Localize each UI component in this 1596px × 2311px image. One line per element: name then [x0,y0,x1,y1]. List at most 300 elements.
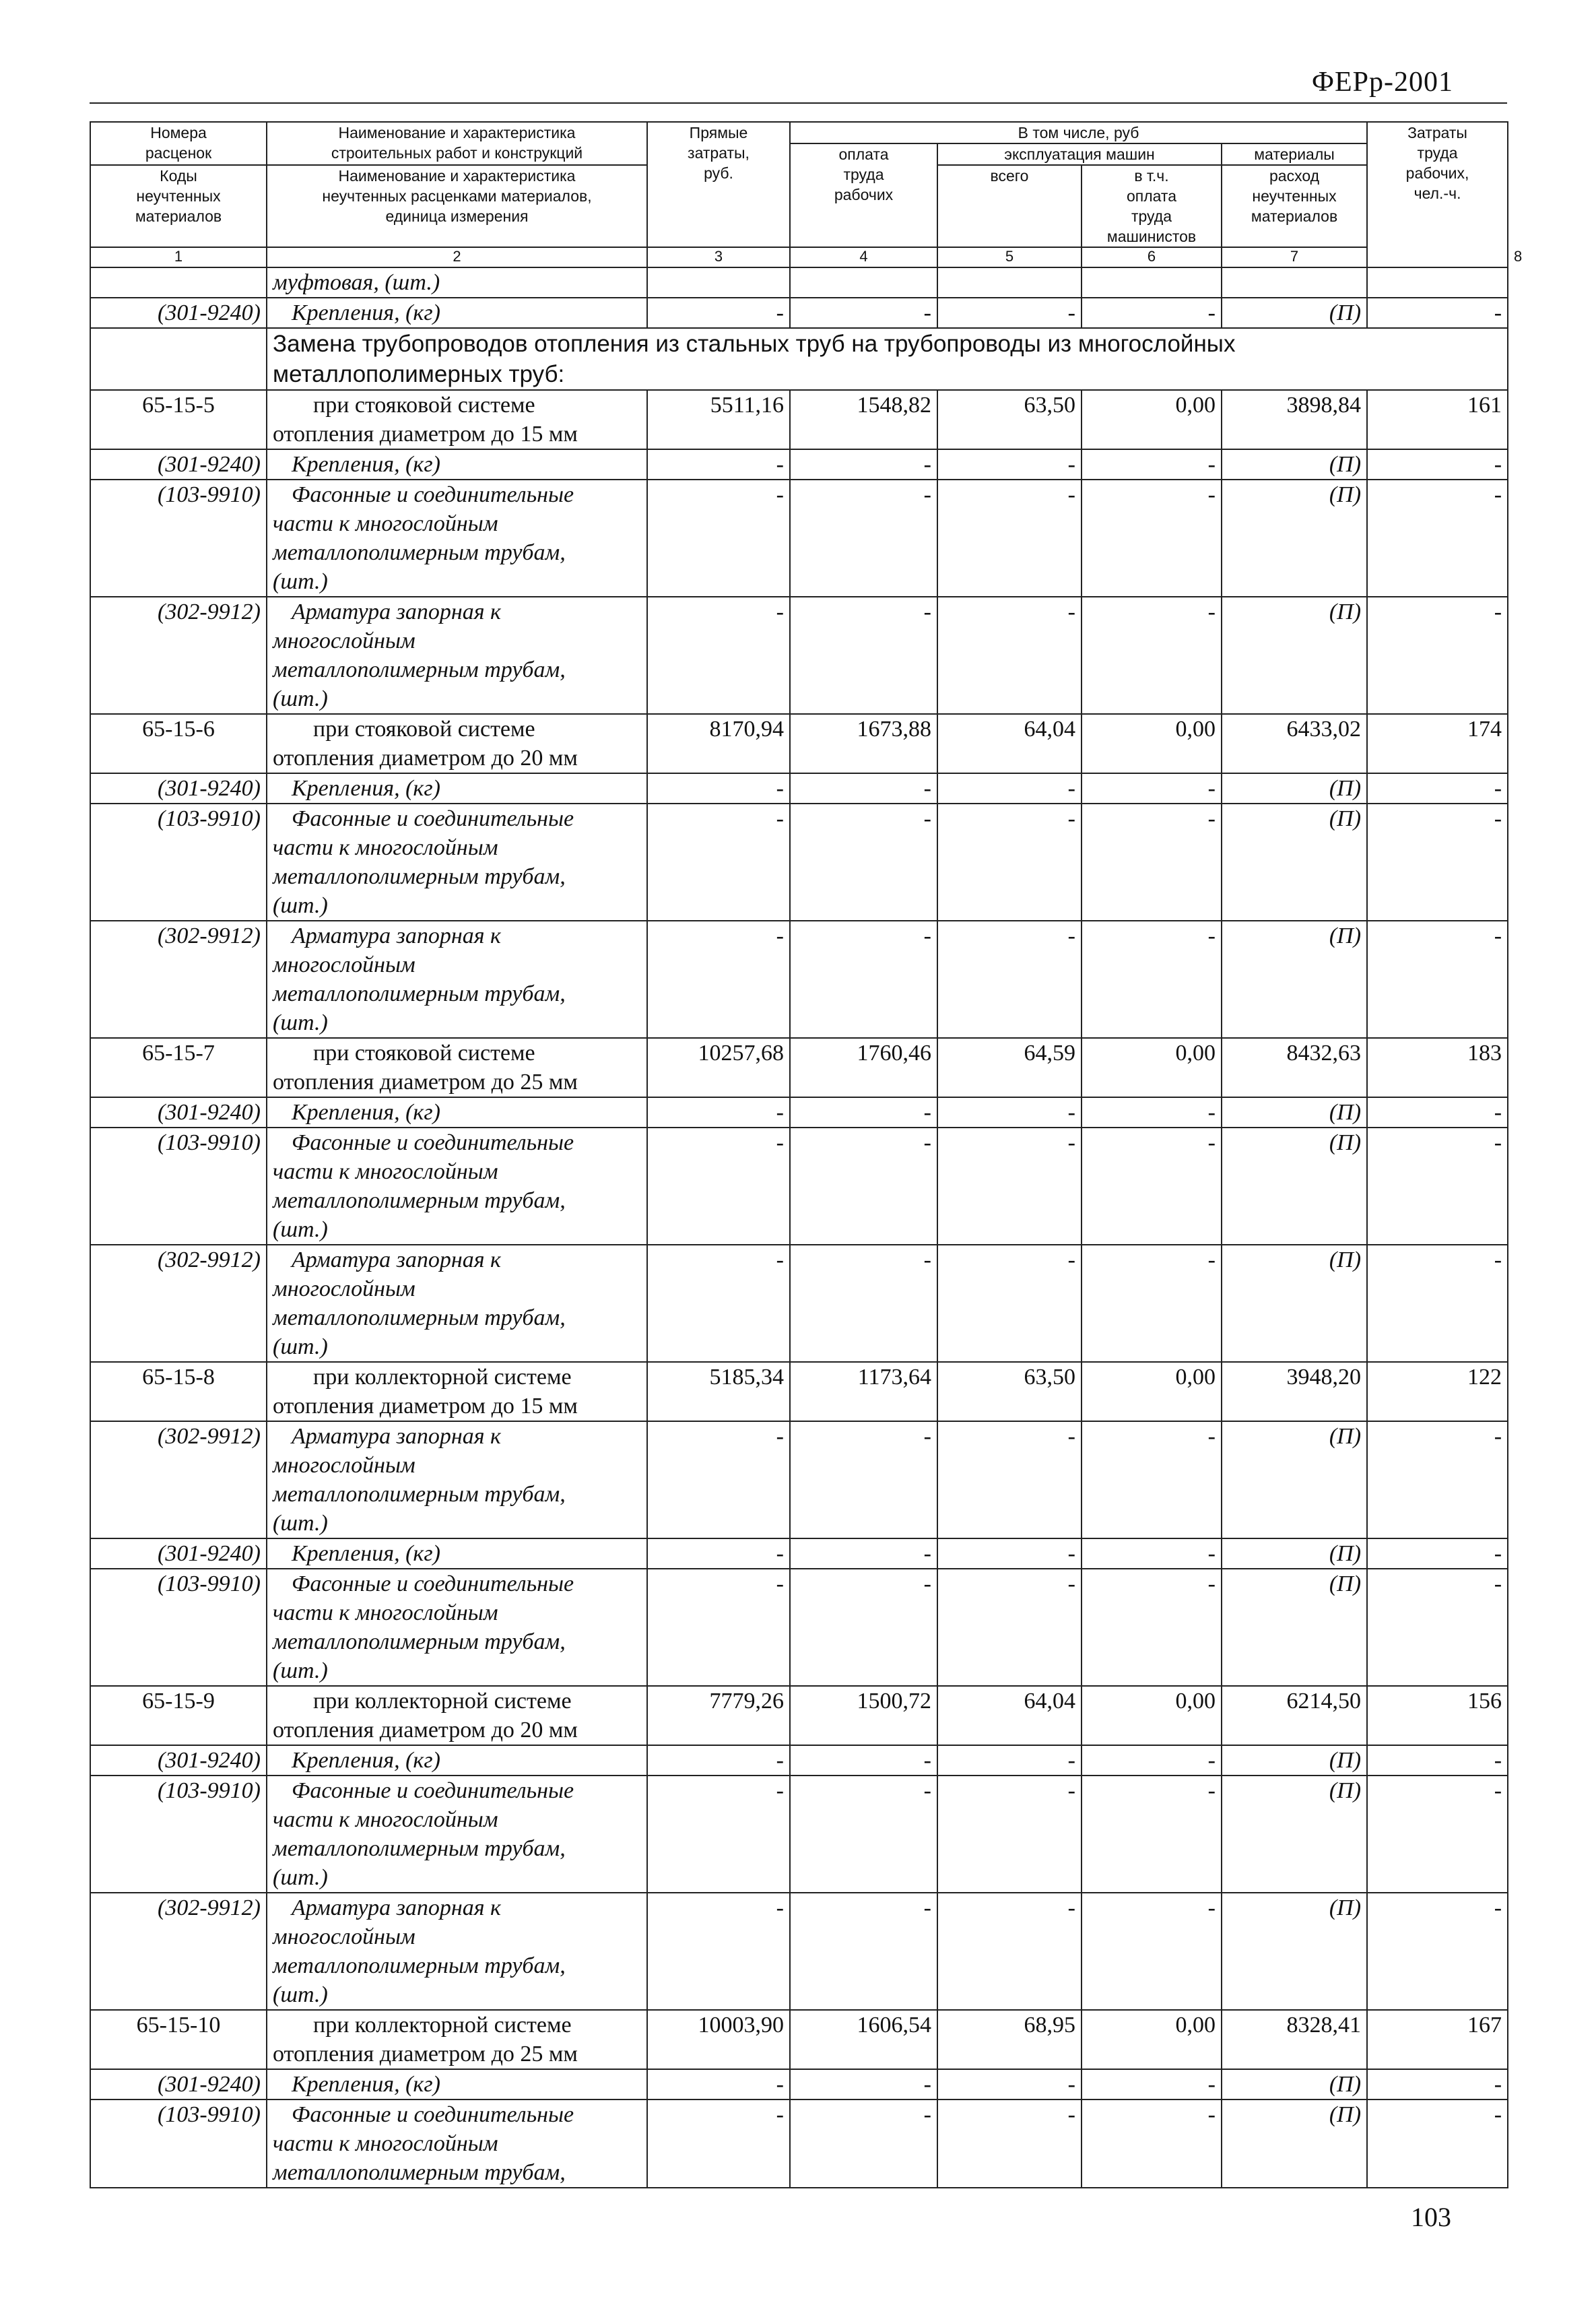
material-row [90,1776,1508,1893]
labor-hours-value: - [1367,773,1508,804]
material-code: (302-9912) [90,921,267,1038]
material-row [90,480,1508,597]
description-line: (шт.) [273,1217,328,1242]
description-line: металлополимерным трубам, [273,981,566,1006]
machines-total-value [937,267,1082,298]
material-row [90,1538,1508,1569]
labor-hours-value: - [1367,298,1508,328]
material-row [90,1421,1508,1538]
description-line: Фасонные и соединительные [292,1571,574,1596]
header-machines: эксплуатация машин [937,143,1222,165]
header-line: рабочих [834,186,894,203]
labor-hours-value: 156 [1367,1686,1508,1745]
section-title-line: Замена трубопроводов отопления из стальных труб на трубопроводы из многослойных [273,331,1236,357]
material-code: (301-9240) [90,1745,267,1776]
section-code-cell [90,328,267,390]
labor-hours-value: 183 [1367,1038,1508,1097]
labor-hours-value: - [1367,2069,1508,2100]
description-line: при стояковой системе [313,717,535,742]
operator-wages-value: - [1082,1538,1222,1569]
direct-costs-value: - [647,2069,790,2100]
header-line: оплата [838,145,889,163]
material-description [267,480,647,597]
labor-hours-value: 167 [1367,2010,1508,2069]
description-line: (шт.) [273,1010,328,1035]
operator-wages-value: - [1082,1893,1222,2010]
description-line: части к многослойным [273,2131,498,2156]
description-line: Арматура запорная к [292,1424,501,1449]
description-line: (шт.) [273,1334,328,1359]
direct-costs-value: - [647,597,790,714]
material-description [267,1245,647,1362]
description-line: Фасонные и соединительные [292,482,574,507]
header-line: затраты, [688,144,750,162]
direct-costs-value: - [647,480,790,597]
wages-value: - [790,298,937,328]
operator-wages-value: - [1082,773,1222,804]
description-line: многослойным [273,1276,415,1301]
rate-description [267,1686,647,1745]
description-line: при коллекторной системе [313,1365,572,1390]
header-line: труда [1417,144,1458,162]
header-line: Номера [150,124,207,141]
materials-value: (П) [1222,773,1367,804]
machines-total-value: - [937,2100,1082,2188]
material-row [90,804,1508,921]
direct-costs-value: - [647,1745,790,1776]
header-line: неучтенных [136,187,221,205]
materials-value: (П) [1222,1745,1367,1776]
material-row [90,1569,1508,1686]
description-line: Фасонные и соединительные [292,806,574,831]
rate-code: 65-15-10 [90,2010,267,2069]
direct-costs-value: 10257,68 [647,1038,790,1097]
operator-wages-value: - [1082,480,1222,597]
materials-value [1222,267,1367,298]
machines-total-value: - [937,921,1082,1038]
wages-value: - [790,449,937,480]
wages-value: - [790,804,937,921]
labor-hours-value: - [1367,1128,1508,1245]
direct-costs-value: - [647,1097,790,1128]
description-line: Крепления, (кг) [292,1541,440,1566]
labor-hours-value: - [1367,2100,1508,2188]
header-line: оплата [1126,187,1177,205]
column-number: 1 [90,247,267,267]
description-line: (шт.) [273,1658,328,1683]
material-code: (103-9910) [90,480,267,597]
description-line: металлополимерным трубам, [273,1305,566,1330]
material-row [90,773,1508,804]
material-description [267,298,647,328]
description-line: при коллекторной системе [313,2013,572,2038]
description-line: отопления диаметром до 25 мм [273,2042,578,2066]
material-code: (301-9240) [90,1097,267,1128]
header-line: неучтенных расценками материалов, [322,187,592,205]
wages-value: - [790,2100,937,2188]
wages-value: 1548,82 [790,390,937,449]
header-line: расход [1269,167,1320,185]
material-row [90,1128,1508,1245]
description-line: Крепления, (кг) [292,452,440,477]
description-line: при стояковой системе [313,393,535,418]
direct-costs-value: - [647,1776,790,1893]
description-line: Крепления, (кг) [292,1748,440,1773]
direct-costs-value [647,267,790,298]
description-line: металлополимерным трубам, [273,864,566,889]
direct-costs-value: - [647,1893,790,2010]
section-title [267,328,1508,390]
material-code: (103-9910) [90,1569,267,1686]
header-line: труда [843,166,884,183]
rate-code: 65-15-6 [90,714,267,773]
rate-description [267,714,647,773]
labor-hours-value: - [1367,480,1508,597]
header-line: единица измерения [385,207,529,225]
materials-value: (П) [1222,921,1367,1038]
material-description [267,773,647,804]
header-work-name [267,122,647,165]
machines-total-value: - [937,480,1082,597]
machines-total-value: - [937,1893,1082,2010]
material-row [90,1745,1508,1776]
material-description [267,597,647,714]
material-row [90,2100,1508,2188]
description-line: (шт.) [273,686,328,711]
labor-hours-value [1367,267,1508,298]
operator-wages-value: 0,00 [1082,1362,1222,1421]
material-code: (301-9240) [90,449,267,480]
operator-wages-value: - [1082,2100,1222,2188]
material-row [90,2069,1508,2100]
rate-row [90,1038,1508,1097]
header-wages [790,143,937,247]
description-line: (шт.) [273,569,328,594]
header-operator-wages [1082,165,1222,247]
description-line: металлополимерным трубам, [273,1836,566,1861]
header-including: В том числе, руб [790,122,1367,143]
labor-hours-value: - [1367,1776,1508,1893]
header-line: труда [1131,207,1172,225]
direct-costs-value: - [647,804,790,921]
materials-value: (П) [1222,298,1367,328]
wages-value: 1606,54 [790,2010,937,2069]
wages-value: 1673,88 [790,714,937,773]
materials-value: (П) [1222,2069,1367,2100]
materials-value: (П) [1222,597,1367,714]
machines-total-value: - [937,449,1082,480]
direct-costs-value: - [647,921,790,1038]
machines-total-value: - [937,298,1082,328]
header-direct-costs [647,122,790,247]
header-line: Прямые [689,124,748,141]
wages-value: - [790,1128,937,1245]
direct-costs-value: - [647,2100,790,2188]
materials-value: (П) [1222,2100,1367,2188]
document-code: ФЕРр-2001 [1311,67,1453,98]
machines-total-value: - [937,1776,1082,1893]
materials-value: (П) [1222,480,1367,597]
description-line: муфтовая, (шт.) [273,270,440,295]
rate-description [267,390,647,449]
direct-costs-value: - [647,1128,790,1245]
description-line: Арматура запорная к [292,923,501,948]
material-row [90,597,1508,714]
page-number: 103 [1411,2202,1451,2232]
operator-wages-value: - [1082,804,1222,921]
materials-value: 3898,84 [1222,390,1367,449]
machines-total-value: 64,04 [937,1686,1082,1745]
labor-hours-value: 174 [1367,714,1508,773]
direct-costs-value: 5511,16 [647,390,790,449]
machines-total-value: - [937,1745,1082,1776]
machines-total-value: 64,04 [937,714,1082,773]
direct-costs-value: - [647,1421,790,1538]
wages-value: - [790,1421,937,1538]
machines-total-value: 63,50 [937,1362,1082,1421]
description-line: Крепления, (кг) [292,300,440,325]
material-description [267,804,647,921]
materials-value: (П) [1222,1893,1367,2010]
material-code: (302-9912) [90,1245,267,1362]
machines-total-value: - [937,1245,1082,1362]
direct-costs-value: - [647,1538,790,1569]
header-line: руб. [704,164,733,182]
rate-description [267,1362,647,1421]
description-line: при стояковой системе [313,1041,535,1066]
description-line: (шт.) [273,893,328,918]
header-materials: материалы [1222,143,1367,165]
labor-hours-value: - [1367,804,1508,921]
labor-hours-value: - [1367,1745,1508,1776]
machines-total-value: 64,59 [937,1038,1082,1097]
rate-row [90,390,1508,449]
column-number: 6 [1082,247,1222,267]
machines-total-value: - [937,1569,1082,1686]
rate-row [90,2010,1508,2069]
labor-hours-value: - [1367,1569,1508,1686]
machines-total-value: - [937,1421,1082,1538]
description-line: отопления диаметром до 25 мм [273,1070,578,1095]
description-line: многослойным [273,628,415,653]
description-line: многослойным [273,952,415,977]
operator-wages-value: - [1082,1569,1222,1686]
column-number: 7 [1222,247,1367,267]
direct-costs-value: - [647,773,790,804]
wages-value: 1173,64 [790,1362,937,1421]
direct-costs-value: - [647,1245,790,1362]
machines-total-value: 63,50 [937,390,1082,449]
labor-hours-value: - [1367,1421,1508,1538]
description-line: части к многослойным [273,1807,498,1832]
operator-wages-value: 0,00 [1082,1686,1222,1745]
column-number: 3 [647,247,790,267]
header-line: строительных работ и конструкций [331,144,583,162]
wages-value: - [790,1893,937,2010]
description-line: Крепления, (кг) [292,776,440,801]
description-line: металлополимерным трубам, [273,1629,566,1654]
operator-wages-value: - [1082,1776,1222,1893]
machines-total-value: - [937,2069,1082,2100]
wages-value: - [790,597,937,714]
operator-wages-value: - [1082,449,1222,480]
machines-total-value: - [937,1097,1082,1128]
materials-value: (П) [1222,804,1367,921]
wages-value: - [790,1776,937,1893]
machines-total-value: - [937,804,1082,921]
material-code: (301-9240) [90,1538,267,1569]
description-line: отопления диаметром до 20 мм [273,1718,578,1743]
material-description [267,1421,647,1538]
material-description [267,1538,647,1569]
description-line: части к многослойным [273,1600,498,1625]
description-line: отопления диаметром до 20 мм [273,746,578,771]
operator-wages-value: - [1082,1097,1222,1128]
materials-value: (П) [1222,1421,1367,1538]
material-description [267,267,647,298]
material-description [267,1569,647,1686]
description-line: металлополимерным трубам, [273,1953,566,1978]
wages-value: - [790,1097,937,1128]
rate-row [90,714,1508,773]
header-line: в т.ч. [1134,167,1169,185]
header-line: Коды [160,167,197,185]
header-rate-numbers [90,122,267,165]
labor-hours-value: 122 [1367,1362,1508,1421]
rate-code: 65-15-8 [90,1362,267,1421]
materials-value: 6433,02 [1222,714,1367,773]
header-line: рабочих, [1405,164,1469,182]
direct-costs-value: 5185,34 [647,1362,790,1421]
material-code: (301-9240) [90,298,267,328]
material-code: (103-9910) [90,2100,267,2188]
materials-value: 8432,63 [1222,1038,1367,1097]
header-line: неучтенных [1252,187,1337,205]
header-line: материалов [135,207,222,225]
material-description [267,921,647,1038]
header-machines-total: всего [937,165,1082,247]
description-line: металлополимерным трубам, [273,1482,566,1507]
material-code: (302-9912) [90,597,267,714]
description-line: многослойным [273,1453,415,1478]
column-number: 5 [937,247,1082,267]
machines-total-value: - [937,597,1082,714]
wages-value: - [790,480,937,597]
materials-value: 8328,41 [1222,2010,1367,2069]
material-code: (103-9910) [90,1776,267,1893]
description-line: Фасонные и соединительные [292,1130,574,1155]
operator-wages-value: - [1082,1128,1222,1245]
wages-value: - [790,921,937,1038]
header-line: материалов [1251,207,1338,225]
description-line: Арматура запорная к [292,1247,501,1272]
material-description [267,2069,647,2100]
description-line: Арматура запорная к [292,1895,501,1920]
labor-hours-value: - [1367,1245,1508,1362]
rate-description [267,2010,647,2069]
description-line: металлополимерным трубам, [273,1188,566,1213]
wages-value [790,267,937,298]
material-row [90,1097,1508,1128]
machines-total-value: - [937,1538,1082,1569]
operator-wages-value [1082,267,1222,298]
materials-value: 6214,50 [1222,1686,1367,1745]
machines-total-value: - [937,773,1082,804]
header-line: Затраты [1407,124,1467,141]
machines-total-value: 68,95 [937,2010,1082,2069]
rate-code: 65-15-5 [90,390,267,449]
materials-value: (П) [1222,1245,1367,1362]
materials-value: (П) [1222,1569,1367,1686]
direct-costs-value: 10003,90 [647,2010,790,2069]
labor-hours-value: - [1367,1538,1508,1569]
operator-wages-value: - [1082,1245,1222,1362]
labor-hours-value: - [1367,921,1508,1038]
description-line: Крепления, (кг) [292,2072,440,2097]
header-line: расценок [145,144,212,162]
material-description [267,2100,647,2188]
header-line: машинистов [1106,228,1197,245]
operator-wages-value: - [1082,921,1222,1038]
material-description [267,1893,647,2010]
description-line: части к многослойным [273,1159,498,1184]
material-code: (301-9240) [90,773,267,804]
material-row [90,921,1508,1038]
wages-value: - [790,1538,937,1569]
header-material-name [267,165,647,247]
material-code: (302-9912) [90,1421,267,1538]
header-line: Наименование и характеристика [338,124,576,141]
header-labor-hours [1367,122,1508,267]
operator-wages-value: - [1082,298,1222,328]
description-line: Фасонные и соединительные [292,2102,574,2127]
description-line: (шт.) [273,1982,328,2007]
material-row [90,298,1508,328]
wages-value: - [790,1245,937,1362]
wages-value: - [790,2069,937,2100]
rates-table [90,121,1523,2188]
materials-value: (П) [1222,1776,1367,1893]
description-line: части к многослойным [273,511,498,536]
column-number: 2 [267,247,647,267]
direct-costs-value: - [647,1569,790,1686]
operator-wages-value: 0,00 [1082,1038,1222,1097]
materials-value: (П) [1222,1538,1367,1569]
description-line: (шт.) [273,1865,328,1890]
material-description [267,1128,647,1245]
materials-value: (П) [1222,1128,1367,1245]
material-code: (302-9912) [90,1893,267,2010]
description-line: Крепления, (кг) [292,1100,440,1125]
material-code: (103-9910) [90,1128,267,1245]
header-material-usage [1222,165,1367,247]
description-line: Фасонные и соединительные [292,1778,574,1803]
material-description [267,449,647,480]
operator-wages-value: 0,00 [1082,390,1222,449]
labor-hours-value: 161 [1367,390,1508,449]
section-row [90,328,1508,390]
material-code [90,267,267,298]
header-rule [90,102,1507,104]
operator-wages-value: 0,00 [1082,2010,1222,2069]
description-line: (шт.) [273,1511,328,1536]
wages-value: - [790,1745,937,1776]
header-material-codes [90,165,267,247]
direct-costs-value: 7779,26 [647,1686,790,1745]
wages-value: - [790,773,937,804]
description-line: металлополимерным трубам, [273,657,566,682]
header-line: Наименование и характеристика [338,167,576,185]
